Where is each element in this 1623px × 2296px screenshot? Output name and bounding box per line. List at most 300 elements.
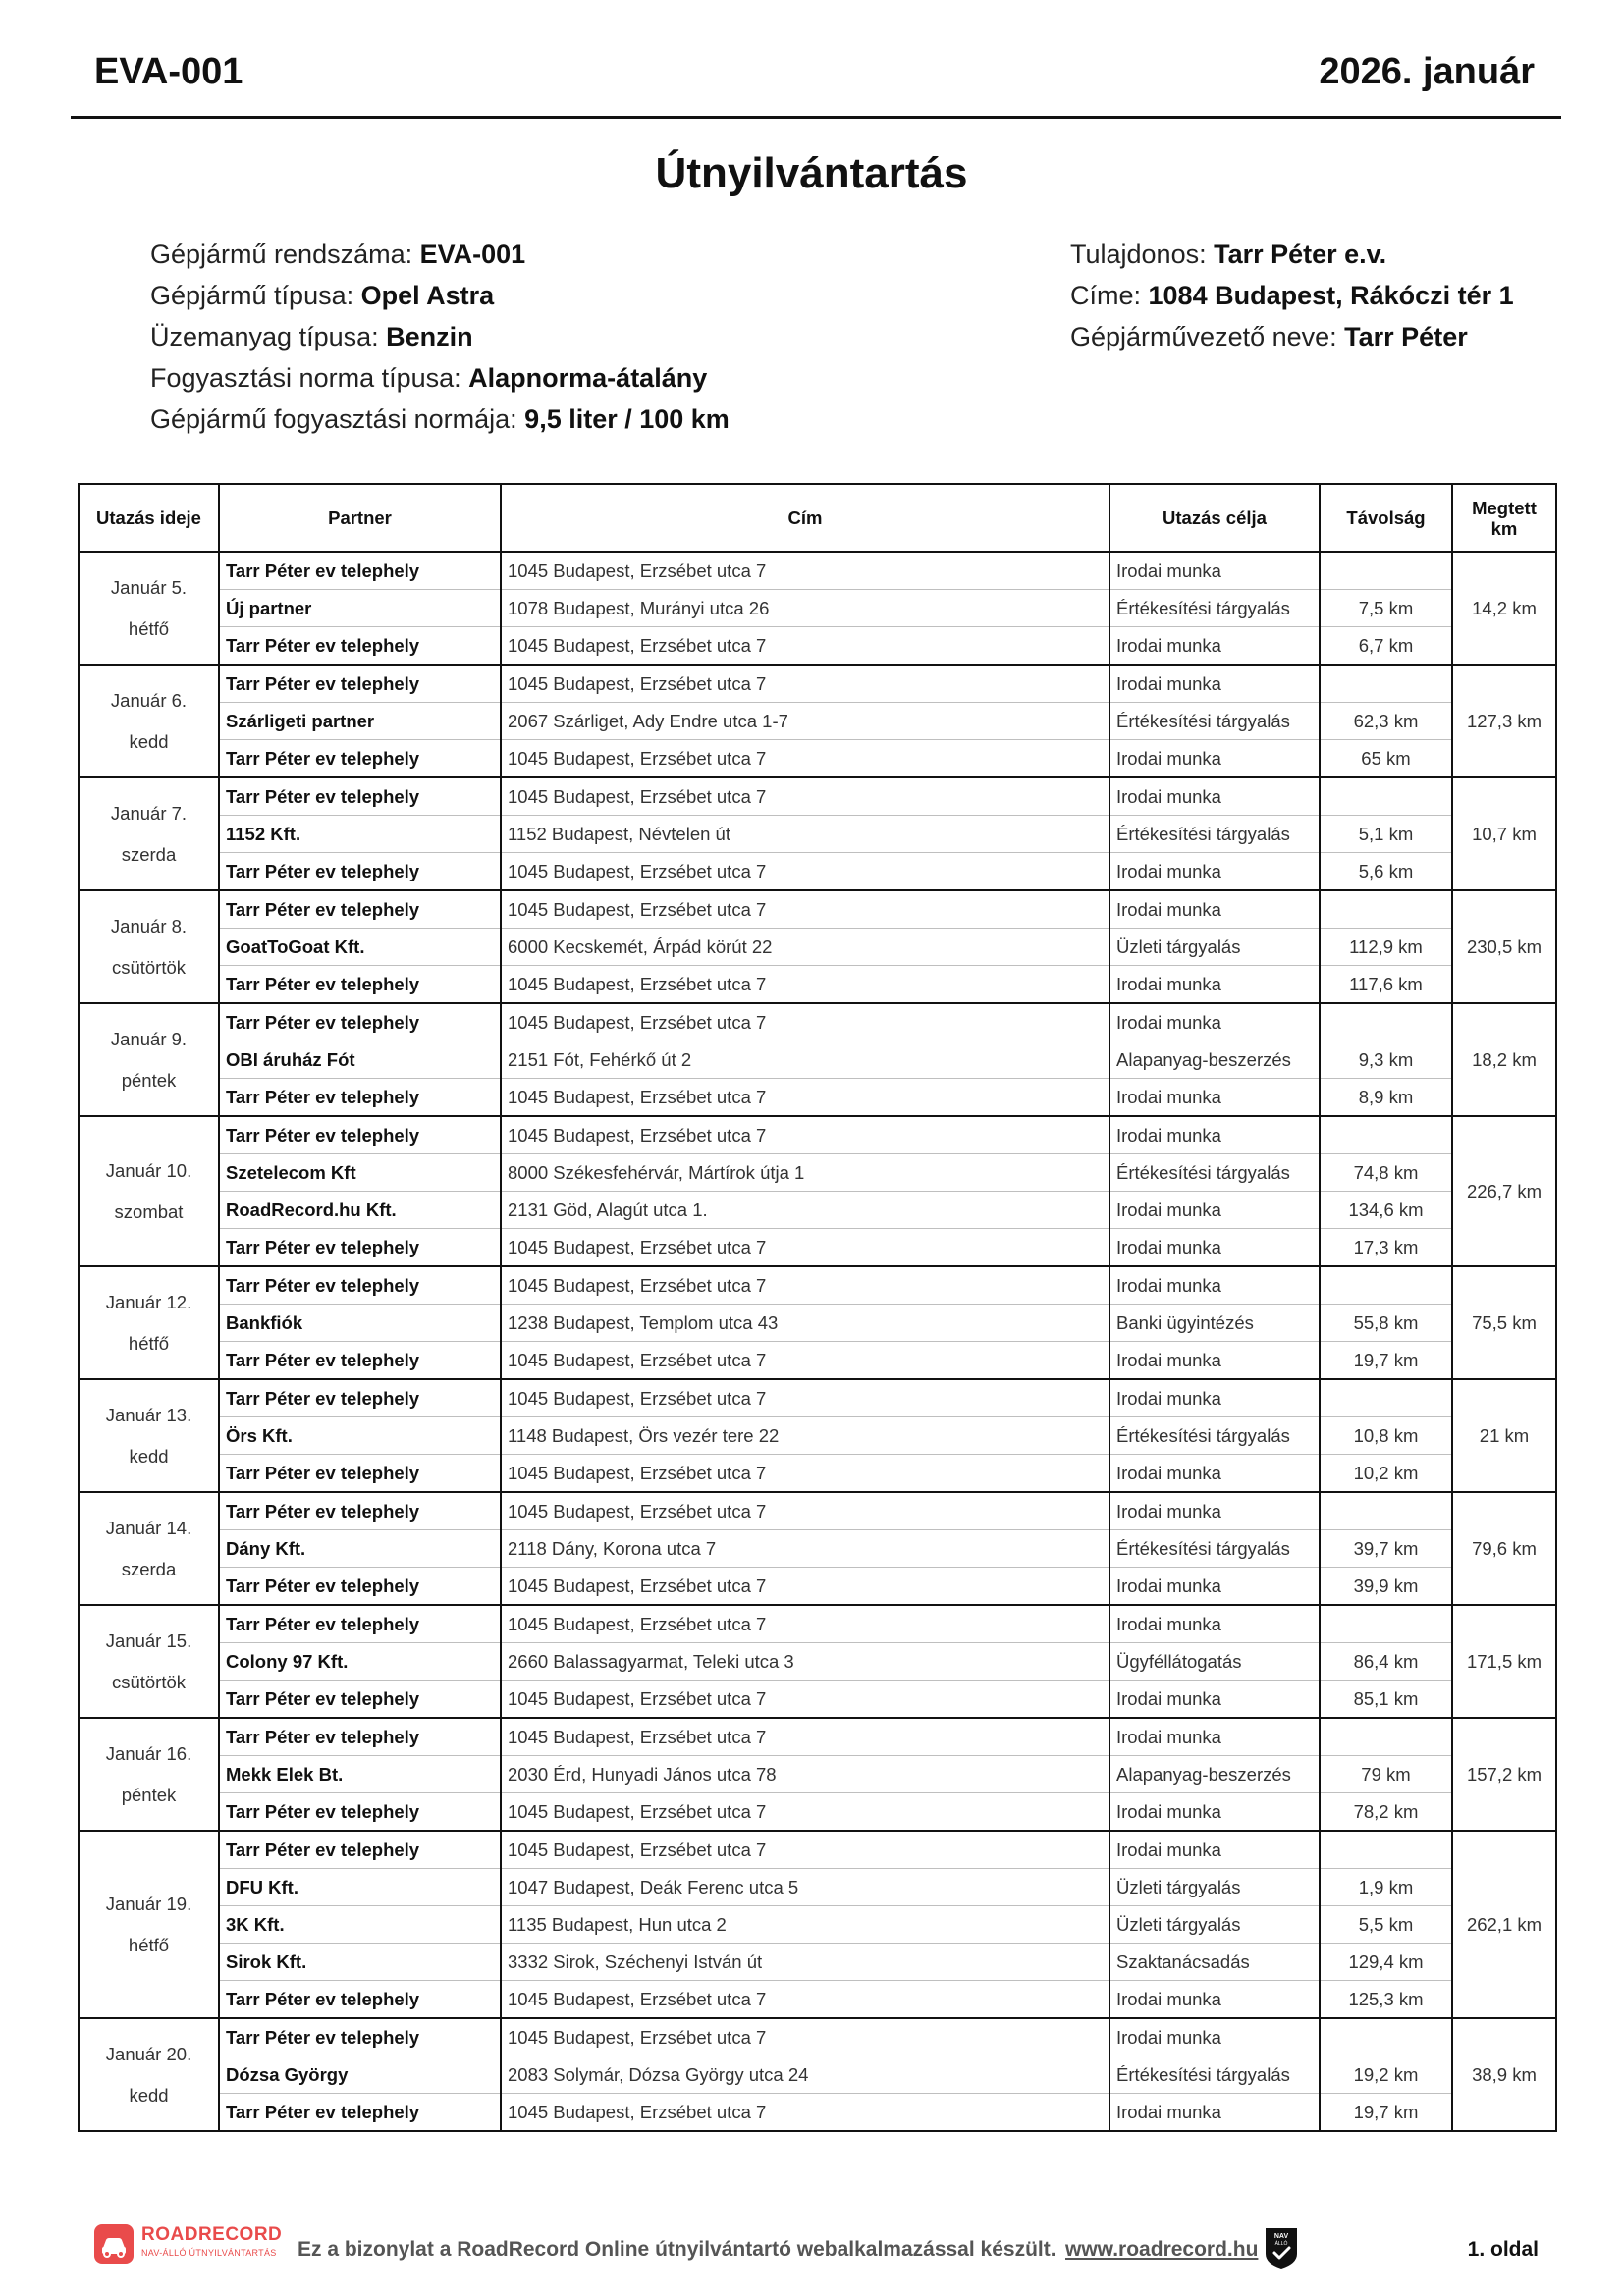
badge-sub-text: ÁLLÓ	[1274, 2241, 1288, 2247]
page-number: 1. oldal	[1467, 2238, 1539, 2261]
trip-distance: 19,2 km	[1320, 2056, 1452, 2094]
trip-log-table	[78, 483, 1557, 2132]
trip-partner: Örs Kft.	[219, 1417, 501, 1455]
col-header-address: Cím	[501, 484, 1109, 552]
col-header-time: Utazás ideje	[79, 484, 219, 552]
info-value: 9,5 liter / 100 km	[524, 404, 730, 434]
trip-partner: Tarr Péter ev telephely	[219, 1793, 501, 1832]
trip-address: 2030 Érd, Hunyadi János utca 78	[501, 1756, 1109, 1793]
trip-address: 1045 Budapest, Erzsébet utca 7	[501, 1379, 1109, 1417]
trip-address: 1045 Budapest, Erzsébet utca 7	[501, 1116, 1109, 1154]
trip-weekday: hétfő	[128, 1934, 170, 1955]
trip-purpose: Irodai munka	[1109, 552, 1320, 590]
trip-partner: Colony 97 Kft.	[219, 1643, 501, 1681]
trip-address: 1045 Budapest, Erzsébet utca 7	[501, 1681, 1109, 1719]
trip-purpose: Irodai munka	[1109, 1831, 1320, 1869]
info-row	[1070, 234, 1514, 275]
trip-date-cell	[79, 777, 219, 890]
trip-partner: Tarr Péter ev telephely	[219, 1079, 501, 1117]
trip-purpose: Értékesítési tárgyalás	[1109, 590, 1320, 627]
trip-distance: 1,9 km	[1320, 1869, 1452, 1906]
trip-distance: 19,7 km	[1320, 1342, 1452, 1380]
trip-address: 1045 Budapest, Erzsébet utca 7	[501, 1981, 1109, 2019]
trip-address: 1045 Budapest, Erzsébet utca 7	[501, 1266, 1109, 1305]
table-row	[79, 1869, 1556, 1906]
trip-purpose: Irodai munka	[1109, 1003, 1320, 1041]
trip-purpose: Alapanyag-beszerzés	[1109, 1756, 1320, 1793]
trip-address: 1045 Budapest, Erzsébet utca 7	[501, 777, 1109, 816]
info-label: Gépjármű fogyasztási normája:	[150, 404, 525, 434]
trip-purpose: Irodai munka	[1109, 1455, 1320, 1493]
trip-distance: 134,6 km	[1320, 1192, 1452, 1229]
table-row	[79, 1756, 1556, 1793]
trip-distance: 10,8 km	[1320, 1417, 1452, 1455]
trip-address: 2067 Szárliget, Ady Endre utca 1-7	[501, 703, 1109, 740]
trip-address: 1045 Budapest, Erzsébet utca 7	[501, 740, 1109, 778]
page-title: Útnyilvántartás	[655, 149, 968, 197]
trip-address: 1045 Budapest, Erzsébet utca 7	[501, 853, 1109, 891]
footer	[0, 2220, 1623, 2279]
header-period: 2026. január	[1319, 51, 1535, 92]
trip-address: 1152 Budapest, Névtelen út	[501, 816, 1109, 853]
trip-distance: 55,8 km	[1320, 1305, 1452, 1342]
table-row	[79, 1568, 1556, 1606]
day-total-km: 230,5 km	[1452, 890, 1556, 1003]
trip-weekday: csütörtök	[111, 1671, 187, 1692]
table-row	[79, 929, 1556, 966]
trip-address: 1045 Budapest, Erzsébet utca 7	[501, 2094, 1109, 2132]
trip-purpose: Üzleti tárgyalás	[1109, 929, 1320, 966]
trip-distance: 9,3 km	[1320, 1041, 1452, 1079]
info-row	[150, 275, 730, 316]
trip-date-cell	[79, 1718, 219, 1831]
trip-purpose: Értékesítési tárgyalás	[1109, 703, 1320, 740]
trip-partner: Tarr Péter ev telephely	[219, 853, 501, 891]
trip-partner: Tarr Péter ev telephely	[219, 2094, 501, 2132]
col-header-purpose: Utazás célja	[1109, 484, 1320, 552]
table-row	[79, 2094, 1556, 2132]
trip-address: 1148 Budapest, Örs vezér tere 22	[501, 1417, 1109, 1455]
badge-top-text: NAV	[1273, 2233, 1289, 2240]
trip-distance	[1320, 890, 1452, 929]
table-row	[79, 2056, 1556, 2094]
trip-purpose: Szaktanácsadás	[1109, 1944, 1320, 1981]
trip-distance: 112,9 km	[1320, 929, 1452, 966]
trip-purpose: Irodai munka	[1109, 777, 1320, 816]
info-label: Gépjármű típusa:	[150, 281, 361, 310]
info-label: Tulajdonos:	[1070, 240, 1215, 269]
day-total-km: 157,2 km	[1452, 1718, 1556, 1831]
trip-distance	[1320, 1718, 1452, 1756]
header-plate: EVA-001	[94, 51, 243, 92]
trip-address: 1045 Budapest, Erzsébet utca 7	[501, 1229, 1109, 1267]
trip-partner: Tarr Péter ev telephely	[219, 552, 501, 590]
trip-purpose: Irodai munka	[1109, 2094, 1320, 2132]
table-row	[79, 2018, 1556, 2056]
day-total-km: 18,2 km	[1452, 1003, 1556, 1116]
trip-address: 1045 Budapest, Erzsébet utca 7	[501, 890, 1109, 929]
trip-date-cell	[79, 1492, 219, 1605]
info-row	[1070, 275, 1514, 316]
trip-date: Január 7.	[110, 802, 188, 824]
trip-weekday: kedd	[129, 2084, 169, 2106]
trip-weekday: péntek	[121, 1784, 177, 1805]
trip-address: 3332 Sirok, Széchenyi István út	[501, 1944, 1109, 1981]
footer-link[interactable]: www.roadrecord.hu	[1065, 2238, 1259, 2261]
roadrecord-logo[interactable]	[94, 2220, 291, 2271]
trip-purpose: Irodai munka	[1109, 966, 1320, 1004]
table-row	[79, 816, 1556, 853]
trip-weekday: szerda	[121, 1558, 177, 1579]
trip-distance: 85,1 km	[1320, 1681, 1452, 1719]
trip-distance: 5,1 km	[1320, 816, 1452, 853]
trip-address: 1045 Budapest, Erzsébet utca 7	[501, 1003, 1109, 1041]
table-row	[79, 1154, 1556, 1192]
trip-purpose: Irodai munka	[1109, 627, 1320, 666]
trip-partner: Tarr Péter ev telephely	[219, 966, 501, 1004]
trip-purpose: Értékesítési tárgyalás	[1109, 1154, 1320, 1192]
trip-purpose: Értékesítési tárgyalás	[1109, 816, 1320, 853]
trip-partner: Tarr Péter ev telephely	[219, 1831, 501, 1869]
trip-partner: Tarr Péter ev telephely	[219, 1342, 501, 1380]
trip-weekday: hétfő	[128, 617, 170, 639]
trip-distance: 79 km	[1320, 1756, 1452, 1793]
trip-distance	[1320, 2018, 1452, 2056]
table-row	[79, 1266, 1556, 1305]
info-value: EVA-001	[419, 240, 526, 269]
trip-partner: 3K Kft.	[219, 1906, 501, 1944]
trip-distance	[1320, 1605, 1452, 1643]
col-header-distance: Távolság	[1320, 484, 1452, 552]
footer-note: Ez a bizonylat a RoadRecord Online útnyilvántartó webalkalmazással készült.	[298, 2238, 1056, 2261]
trip-partner: RoadRecord.hu Kft.	[219, 1192, 501, 1229]
trip-date-cell	[79, 890, 219, 1003]
table-row	[79, 1530, 1556, 1568]
trip-date: Január 15.	[105, 1629, 192, 1651]
header-divider	[71, 116, 1561, 119]
day-total-km: 14,2 km	[1452, 552, 1556, 665]
info-value: Alapnorma-átalány	[468, 363, 708, 393]
trip-date: Január 5.	[110, 576, 188, 598]
trip-date-cell	[79, 1831, 219, 2018]
trip-purpose: Irodai munka	[1109, 1116, 1320, 1154]
trip-distance: 39,7 km	[1320, 1530, 1452, 1568]
trip-partner: OBI áruház Fót	[219, 1041, 501, 1079]
vehicle-info	[150, 234, 730, 440]
trip-weekday: péntek	[121, 1069, 177, 1091]
trip-distance: 7,5 km	[1320, 590, 1452, 627]
col-header-total: Megtett km	[1452, 484, 1556, 552]
trip-address: 1045 Budapest, Erzsébet utca 7	[501, 1079, 1109, 1117]
table-row	[79, 1492, 1556, 1530]
table-row	[79, 1643, 1556, 1681]
trip-weekday: szerda	[121, 843, 177, 865]
trip-purpose: Irodai munka	[1109, 890, 1320, 929]
trip-date: Január 10.	[105, 1159, 192, 1181]
trip-address: 2151 Fót, Fehérkő út 2	[501, 1041, 1109, 1079]
day-total-km: 79,6 km	[1452, 1492, 1556, 1605]
table-row	[79, 1192, 1556, 1229]
trip-address: 1078 Budapest, Murányi utca 26	[501, 590, 1109, 627]
trip-distance: 129,4 km	[1320, 1944, 1452, 1981]
trip-partner: Tarr Péter ev telephely	[219, 1981, 501, 2019]
trip-purpose: Irodai munka	[1109, 1266, 1320, 1305]
trip-date-cell	[79, 552, 219, 665]
trip-distance	[1320, 552, 1452, 590]
trip-partner: 1152 Kft.	[219, 816, 501, 853]
trip-address: 1045 Budapest, Erzsébet utca 7	[501, 1492, 1109, 1530]
trip-partner: Tarr Péter ev telephely	[219, 1718, 501, 1756]
table-row	[79, 1417, 1556, 1455]
table-row	[79, 1079, 1556, 1117]
day-total-km: 75,5 km	[1452, 1266, 1556, 1379]
trip-distance: 74,8 km	[1320, 1154, 1452, 1192]
trip-distance	[1320, 777, 1452, 816]
trip-partner: Tarr Péter ev telephely	[219, 1229, 501, 1267]
trip-distance: 6,7 km	[1320, 627, 1452, 666]
trip-address: 1045 Budapest, Erzsébet utca 7	[501, 627, 1109, 666]
trip-date-cell	[79, 2018, 219, 2131]
trip-distance	[1320, 1379, 1452, 1417]
trip-address: 2660 Balassagyarmat, Teleki utca 3	[501, 1643, 1109, 1681]
table-row	[79, 1455, 1556, 1493]
info-value: Tarr Péter e.v.	[1214, 240, 1387, 269]
trip-date-cell	[79, 665, 219, 777]
trip-address: 2131 Göd, Alagút utca 1.	[501, 1192, 1109, 1229]
trip-distance: 5,5 km	[1320, 1906, 1452, 1944]
trip-distance: 117,6 km	[1320, 966, 1452, 1004]
info-value: Tarr Péter	[1344, 322, 1468, 351]
table-row	[79, 1981, 1556, 2019]
owner-info	[1070, 234, 1514, 357]
trip-distance: 17,3 km	[1320, 1229, 1452, 1267]
table-row	[79, 966, 1556, 1004]
trip-partner: Tarr Péter ev telephely	[219, 1605, 501, 1643]
trip-address: 1045 Budapest, Erzsébet utca 7	[501, 1605, 1109, 1643]
trip-address: 1045 Budapest, Erzsébet utca 7	[501, 1718, 1109, 1756]
trip-partner: Tarr Péter ev telephely	[219, 890, 501, 929]
trip-purpose: Irodai munka	[1109, 1681, 1320, 1719]
trip-distance: 19,7 km	[1320, 2094, 1452, 2132]
trip-distance: 78,2 km	[1320, 1793, 1452, 1832]
trip-distance: 10,2 km	[1320, 1455, 1452, 1493]
table-row	[79, 740, 1556, 778]
trip-distance	[1320, 665, 1452, 703]
trip-address: 1135 Budapest, Hun utca 2	[501, 1906, 1109, 1944]
trip-partner: Tarr Péter ev telephely	[219, 740, 501, 778]
trip-distance: 65 km	[1320, 740, 1452, 778]
trip-purpose: Irodai munka	[1109, 1379, 1320, 1417]
trip-date: Január 16.	[105, 1742, 192, 1764]
trip-purpose: Irodai munka	[1109, 1981, 1320, 2019]
trip-date: Január 6.	[110, 689, 188, 711]
trip-address: 1045 Budapest, Erzsébet utca 7	[501, 1342, 1109, 1380]
trip-purpose: Irodai munka	[1109, 1342, 1320, 1380]
table-row	[79, 1342, 1556, 1380]
trip-purpose: Irodai munka	[1109, 1229, 1320, 1267]
trip-address: 1045 Budapest, Erzsébet utca 7	[501, 1568, 1109, 1606]
trip-purpose: Irodai munka	[1109, 665, 1320, 703]
table-row	[79, 590, 1556, 627]
trip-weekday: kedd	[129, 730, 169, 752]
trip-date: Január 13.	[105, 1404, 192, 1425]
trip-weekday: csütörtök	[111, 956, 187, 978]
table-row	[79, 1944, 1556, 1981]
trip-weekday: kedd	[129, 1445, 169, 1467]
trip-partner: Tarr Péter ev telephely	[219, 1568, 501, 1606]
trip-address: 1238 Budapest, Templom utca 43	[501, 1305, 1109, 1342]
trip-partner: Szárligeti partner	[219, 703, 501, 740]
trip-partner: Tarr Péter ev telephely	[219, 777, 501, 816]
trip-partner: Tarr Péter ev telephely	[219, 627, 501, 666]
trip-date-cell	[79, 1266, 219, 1379]
table-row	[79, 1906, 1556, 1944]
logo-tagline: NAV-ÁLLÓ ÚTNYILVÁNTARTÁS	[141, 2248, 277, 2258]
trip-address: 1045 Budapest, Erzsébet utca 7	[501, 1455, 1109, 1493]
trip-date: Január 12.	[105, 1291, 192, 1312]
info-value: Opel Astra	[360, 281, 495, 310]
day-total-km: 10,7 km	[1452, 777, 1556, 890]
col-header-partner: Partner	[219, 484, 501, 552]
trip-partner: Új partner	[219, 590, 501, 627]
trip-date: Január 20.	[105, 2043, 192, 2064]
car-icon	[94, 2224, 134, 2264]
trip-partner: Tarr Péter ev telephely	[219, 1266, 501, 1305]
table-row	[79, 1831, 1556, 1869]
trip-distance: 125,3 km	[1320, 1981, 1452, 2019]
trip-address: 1045 Budapest, Erzsébet utca 7	[501, 552, 1109, 590]
trip-date-cell	[79, 1003, 219, 1116]
trip-purpose: Irodai munka	[1109, 1793, 1320, 1832]
table-row	[79, 1116, 1556, 1154]
table-row	[79, 1305, 1556, 1342]
table-row	[79, 1681, 1556, 1719]
table-header-row	[79, 484, 1556, 552]
trip-date-cell	[79, 1116, 219, 1266]
day-total-km: 262,1 km	[1452, 1831, 1556, 2018]
trip-partner: Tarr Péter ev telephely	[219, 1379, 501, 1417]
trip-purpose: Irodai munka	[1109, 1568, 1320, 1606]
trip-partner: Mekk Elek Bt.	[219, 1756, 501, 1793]
trip-distance	[1320, 1003, 1452, 1041]
trip-address: 1045 Budapest, Erzsébet utca 7	[501, 665, 1109, 703]
trip-distance	[1320, 1831, 1452, 1869]
trip-purpose: Értékesítési tárgyalás	[1109, 1530, 1320, 1568]
table-row	[79, 1793, 1556, 1832]
trip-weekday: szombat	[114, 1201, 184, 1222]
trip-distance: 39,9 km	[1320, 1568, 1452, 1606]
trip-partner: Tarr Péter ev telephely	[219, 1116, 501, 1154]
table-row	[79, 890, 1556, 929]
trip-purpose: Értékesítési tárgyalás	[1109, 2056, 1320, 2094]
info-row	[150, 399, 730, 440]
table-row	[79, 853, 1556, 891]
trip-date: Január 19.	[105, 1893, 192, 1914]
trip-purpose: Alapanyag-beszerzés	[1109, 1041, 1320, 1079]
table-row	[79, 627, 1556, 666]
info-label: Üzemanyag típusa:	[150, 322, 387, 351]
info-value: Benzin	[386, 322, 473, 351]
info-label: Gépjárművezető neve:	[1070, 322, 1345, 351]
info-row	[150, 357, 730, 399]
trip-partner: DFU Kft.	[219, 1869, 501, 1906]
trip-distance: 5,6 km	[1320, 853, 1452, 891]
trip-date: Január 14.	[105, 1517, 192, 1538]
trip-partner: Tarr Péter ev telephely	[219, 1681, 501, 1719]
trip-partner: Dány Kft.	[219, 1530, 501, 1568]
trip-partner: Sirok Kft.	[219, 1944, 501, 1981]
info-label: Fogyasztási norma típusa:	[150, 363, 469, 393]
trip-purpose: Irodai munka	[1109, 2018, 1320, 2056]
trip-partner: Bankfiók	[219, 1305, 501, 1342]
trip-partner: Tarr Péter ev telephely	[219, 665, 501, 703]
trip-purpose: Irodai munka	[1109, 1718, 1320, 1756]
trip-weekday: hétfő	[128, 1332, 170, 1354]
info-row	[150, 234, 730, 275]
trip-purpose: Irodai munka	[1109, 853, 1320, 891]
trip-address: 2118 Dány, Korona utca 7	[501, 1530, 1109, 1568]
info-label: Gépjármű rendszáma:	[150, 240, 420, 269]
trip-address: 8000 Székesfehérvár, Mártírok útja 1	[501, 1154, 1109, 1192]
trip-address: 1045 Budapest, Erzsébet utca 7	[501, 1793, 1109, 1832]
trip-address: 1045 Budapest, Erzsébet utca 7	[501, 2018, 1109, 2056]
table-row	[79, 1229, 1556, 1267]
trip-partner: GoatToGoat Kft.	[219, 929, 501, 966]
trip-purpose: Irodai munka	[1109, 1605, 1320, 1643]
trip-partner: Tarr Péter ev telephely	[219, 1492, 501, 1530]
day-total-km: 226,7 km	[1452, 1116, 1556, 1266]
trip-distance: 86,4 km	[1320, 1643, 1452, 1681]
trip-purpose: Irodai munka	[1109, 1079, 1320, 1117]
trip-purpose: Üzleti tárgyalás	[1109, 1869, 1320, 1906]
table-row	[79, 1041, 1556, 1079]
trip-distance: 62,3 km	[1320, 703, 1452, 740]
trip-distance: 8,9 km	[1320, 1079, 1452, 1117]
table-row	[79, 777, 1556, 816]
trip-distance	[1320, 1266, 1452, 1305]
trip-partner: Tarr Péter ev telephely	[219, 1455, 501, 1493]
day-total-km: 21 km	[1452, 1379, 1556, 1492]
trip-address: 1045 Budapest, Erzsébet utca 7	[501, 966, 1109, 1004]
trip-purpose: Irodai munka	[1109, 1492, 1320, 1530]
info-label: Címe:	[1070, 281, 1149, 310]
trip-purpose: Üzleti tárgyalás	[1109, 1906, 1320, 1944]
info-row	[150, 316, 730, 357]
table-row	[79, 1605, 1556, 1643]
table-row	[79, 703, 1556, 740]
trip-date: Január 9.	[110, 1028, 188, 1049]
logo-name: ROADRECORD	[141, 2224, 283, 2245]
info-value: 1084 Budapest, Rákóczi tér 1	[1148, 281, 1514, 310]
trip-partner: Szetelecom Kft	[219, 1154, 501, 1192]
trip-purpose: Banki ügyintézés	[1109, 1305, 1320, 1342]
day-total-km: 127,3 km	[1452, 665, 1556, 777]
trip-address: 1045 Budapest, Erzsébet utca 7	[501, 1831, 1109, 1869]
table-body	[79, 552, 1556, 2131]
trip-purpose: Irodai munka	[1109, 1192, 1320, 1229]
trip-distance	[1320, 1492, 1452, 1530]
table-row	[79, 1003, 1556, 1041]
day-total-km: 38,9 km	[1452, 2018, 1556, 2131]
trip-date-cell	[79, 1379, 219, 1492]
table-row	[79, 1379, 1556, 1417]
trip-purpose: Ügyféllátogatás	[1109, 1643, 1320, 1681]
table-row	[79, 552, 1556, 590]
trip-partner: Tarr Péter ev telephely	[219, 1003, 501, 1041]
table-row	[79, 1718, 1556, 1756]
trip-distance	[1320, 1116, 1452, 1154]
trip-purpose: Irodai munka	[1109, 740, 1320, 778]
